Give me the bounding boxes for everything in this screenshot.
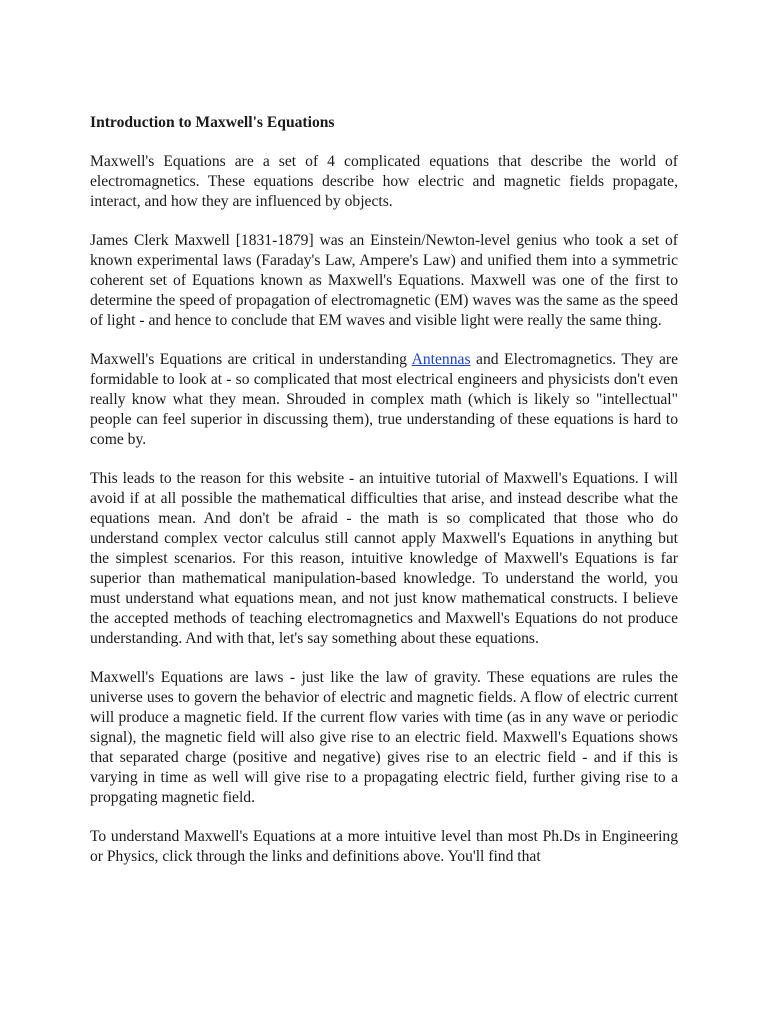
paragraph-antennas — [90, 350, 678, 450]
paragraph-antennas-after-link: and Electromagnetics. They are formidable to look at - so complicated that most electrical engineers and physicists don't even really know what they mean. Shrouded in complex math (which is likely so "intellectual" people can feel superior in discussing them), true understanding of these equations is hard to come by. — [90, 351, 678, 448]
paragraph-maxwell-bio: James Clerk Maxwell [1831-1879] was an Einstein/Newton-level genius who took a set of known experimental laws (Faraday's Law, Ampere's Law) and unified them into a symmetric coherent set of Equations known as Maxwell's Equations. Maxwell was one of the first to determine the speed of propagation of electromagnetic (EM) waves was the same as the speed of light - and hence to conclude that EM waves and visible light were really the same thing. — [90, 232, 678, 329]
paragraph-intro: Maxwell's Equations are a set of 4 complicated equations that describe the world of electromagnetics. These equations describe how electric and magnetic fields propagate, interact, and how they are influenced by objects. — [90, 153, 678, 210]
paragraph-understand: To understand Maxwell's Equations at a more intuitive level than most Ph.Ds in Engineering or Physics, click through the links and definitions above. You'll find that — [90, 828, 678, 865]
document-title: Introduction to Maxwell's Equations — [90, 114, 335, 131]
paragraph-laws: Maxwell's Equations are laws - just like the law of gravity. These equations are rules the universe uses to govern the behavior of electric and magnetic fields. A flow of electric current will produce a magnetic field. If the current flow varies with time (as in any wave or periodic signal), the magnetic field will also give rise to an electric field. Maxwell's Equations shows that separated charge (positive and negative) gives rise to an electric field - and if this is varying in time as well will give rise to a propagating electric field, further giving rise to a propgating magnetic field. — [90, 669, 678, 806]
paragraph-website-purpose: This leads to the reason for this website - an intuitive tutorial of Maxwell's Equations. I will avoid if at all possible the mathematical difficulties that arise, and instead describe what the equations mean. And don't be afraid - the math is so complicated that those who do understand complex vector calculus still cannot apply Maxwell's Equations in anything but the simplest scenarios. For this reason, intuitive knowledge of Maxwell's Equations is far superior than mathematical manipulation-based knowledge. To understand the world, you must understand what equations mean, and not just know mathematical constructs. I believe the accepted methods of teaching electromagnetics and Maxwell's Equations do not produce understanding. And with that, let's say something about these equations. — [90, 470, 678, 647]
document-page — [90, 103, 678, 886]
antennas-link[interactable]: Antennas — [411, 351, 471, 368]
paragraph-antennas-before-link: Maxwell's Equations are critical in understanding — [90, 351, 412, 368]
